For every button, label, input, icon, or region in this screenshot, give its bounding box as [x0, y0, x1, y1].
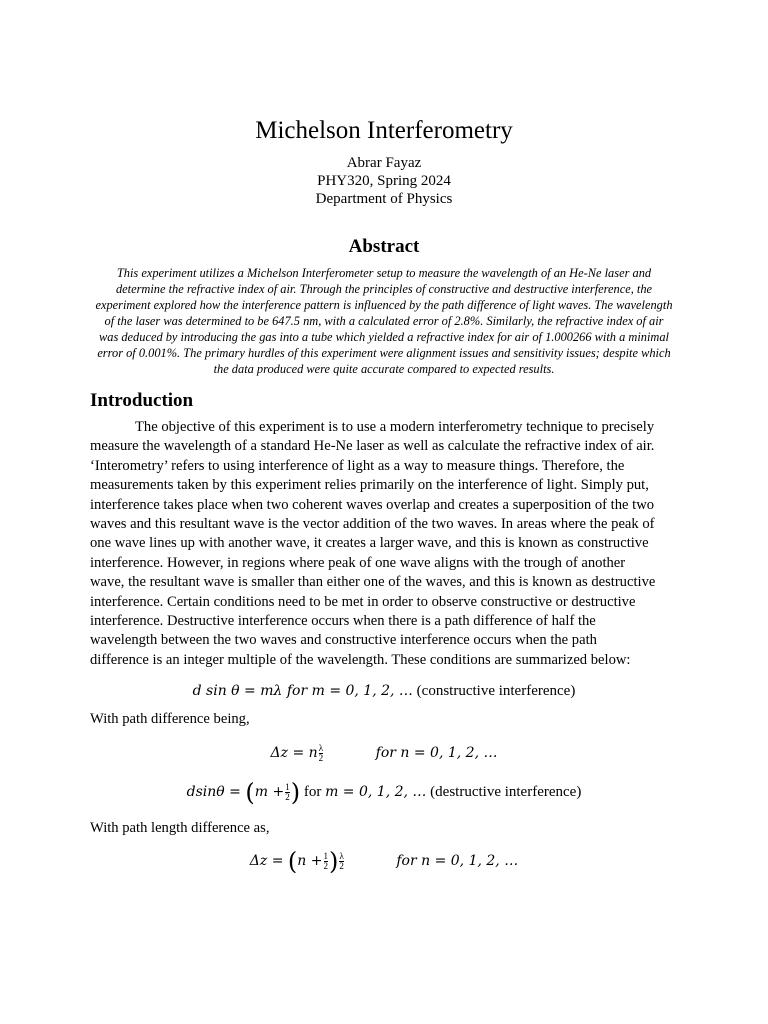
abstract-line: determine the refractive index of air. Through the principles of constructive and destructive interference, the — [115, 282, 653, 296]
intro-line: interference takes place when two coherent waves overlap and creates a superposition of the two — [90, 496, 655, 513]
intro-line: interference. However, in regions where peak of one wave aligns with the trough of another — [90, 554, 626, 571]
intro-line: one wave lines up with another wave, it creates a larger wave, and this is known as constructive — [90, 535, 649, 552]
intro-line: difference is an integer multiple of the wavelength. These conditions are summarized below: — [90, 651, 631, 668]
abstract-line: error of 0.001%. The primary hurdles of this experiment were alignment issues and sensitivity issues; despite which — [97, 346, 671, 360]
abstract-heading: Abstract — [348, 236, 420, 257]
equation-condition: for n = 0, 1, 2, … — [396, 853, 519, 869]
equation-destructive: dsinθ = (m + $\frac{1}{2}$ ) for m = 0, 1, 2, … (destructive interference) — [186, 778, 582, 807]
intro-line: wavelength between the two waves and constructive interference occurs when the path — [90, 632, 597, 649]
fraction: $\frac{\lambda}{2}$ — [339, 851, 344, 872]
equation-math: d sin θ = mλ for m = 0, 1, 2, … — [192, 683, 413, 699]
equation-math: Δz = n — [270, 745, 318, 761]
intro-line: wave, the resultant wave is smaller than either one of the waves, and this is known as destructive — [90, 574, 656, 591]
intro-line: measurements taken by this experiment relies primarily on the interference of light. Simply put, — [90, 477, 649, 494]
intro-line: interference. Certain conditions need to be met in order to observe constructive or destructive — [90, 593, 636, 610]
abstract-line: was deduced by introducing the gas into a tube which yielded a refractive index for air of 1.000266 with a minimal — [98, 330, 669, 344]
course-info: PHY320, Spring 2024 — [317, 173, 451, 189]
abstract-line: the data produced were quite accurate compared to expected results. — [213, 362, 555, 376]
paper-title: Michelson Interferometry — [255, 117, 513, 144]
equation-constructive — [0, 681, 768, 701]
abstract-line: This experiment utilizes a Michelson Interferometer setup to measure the wavelength of an He-Ne laser and — [116, 266, 652, 280]
introduction-body — [90, 418, 675, 670]
intro-line: waves and this resultant wave is the vector addition of the two waves. In areas where the peak of — [90, 516, 655, 533]
fraction: $\frac{1}{2}$ — [285, 782, 290, 803]
fraction: $\frac{\lambda}{2}$ — [318, 743, 324, 764]
intro-line: measure the wavelength of a standard He-Ne laser as well as calculate the refractive index of air. — [90, 438, 655, 455]
intro-line: The objective of this experiment is to use a modern interferometry technique to precisely — [135, 419, 655, 435]
equation-path-length: Δz = (n + $\frac{1}{2}$ ) $\frac{\lambda}{2}$ for n = 0, 1, 2, … — [249, 847, 519, 876]
intro-line: interference. Destructive interference occurs when there is a path difference of half the — [90, 613, 596, 630]
path-length-text: With path length difference as, — [90, 820, 270, 836]
equation-note: (constructive interference) — [416, 683, 576, 699]
department: Department of Physics — [315, 191, 453, 207]
intro-line: ‘Interometry’ refers to using interference of light as a way to measure things. Therefore, the — [90, 457, 625, 474]
equation-path-difference — [0, 743, 768, 763]
author-name: Abrar Fayaz — [346, 155, 422, 171]
path-difference-text: With path difference being, — [90, 711, 250, 727]
equation-condition: for n = 0, 1, 2, … — [375, 745, 498, 761]
equation-note: (destructive interference) — [430, 784, 582, 800]
abstract-line: of the laser was determined to be 647.5 nm, with a calculated error of 2.8%. Similarly, the refractive index of air — [104, 314, 664, 328]
introduction-heading: Introduction — [90, 390, 194, 411]
abstract-line: experiment explored how the interference pattern is influenced by the path difference of light waves. The wavelength — [95, 298, 673, 312]
equation-math: dsinθ = — [186, 784, 246, 800]
equation-math: Δz = — [249, 853, 288, 869]
abstract-text — [90, 265, 678, 377]
fraction: $\frac{1}{2}$ — [323, 851, 328, 872]
